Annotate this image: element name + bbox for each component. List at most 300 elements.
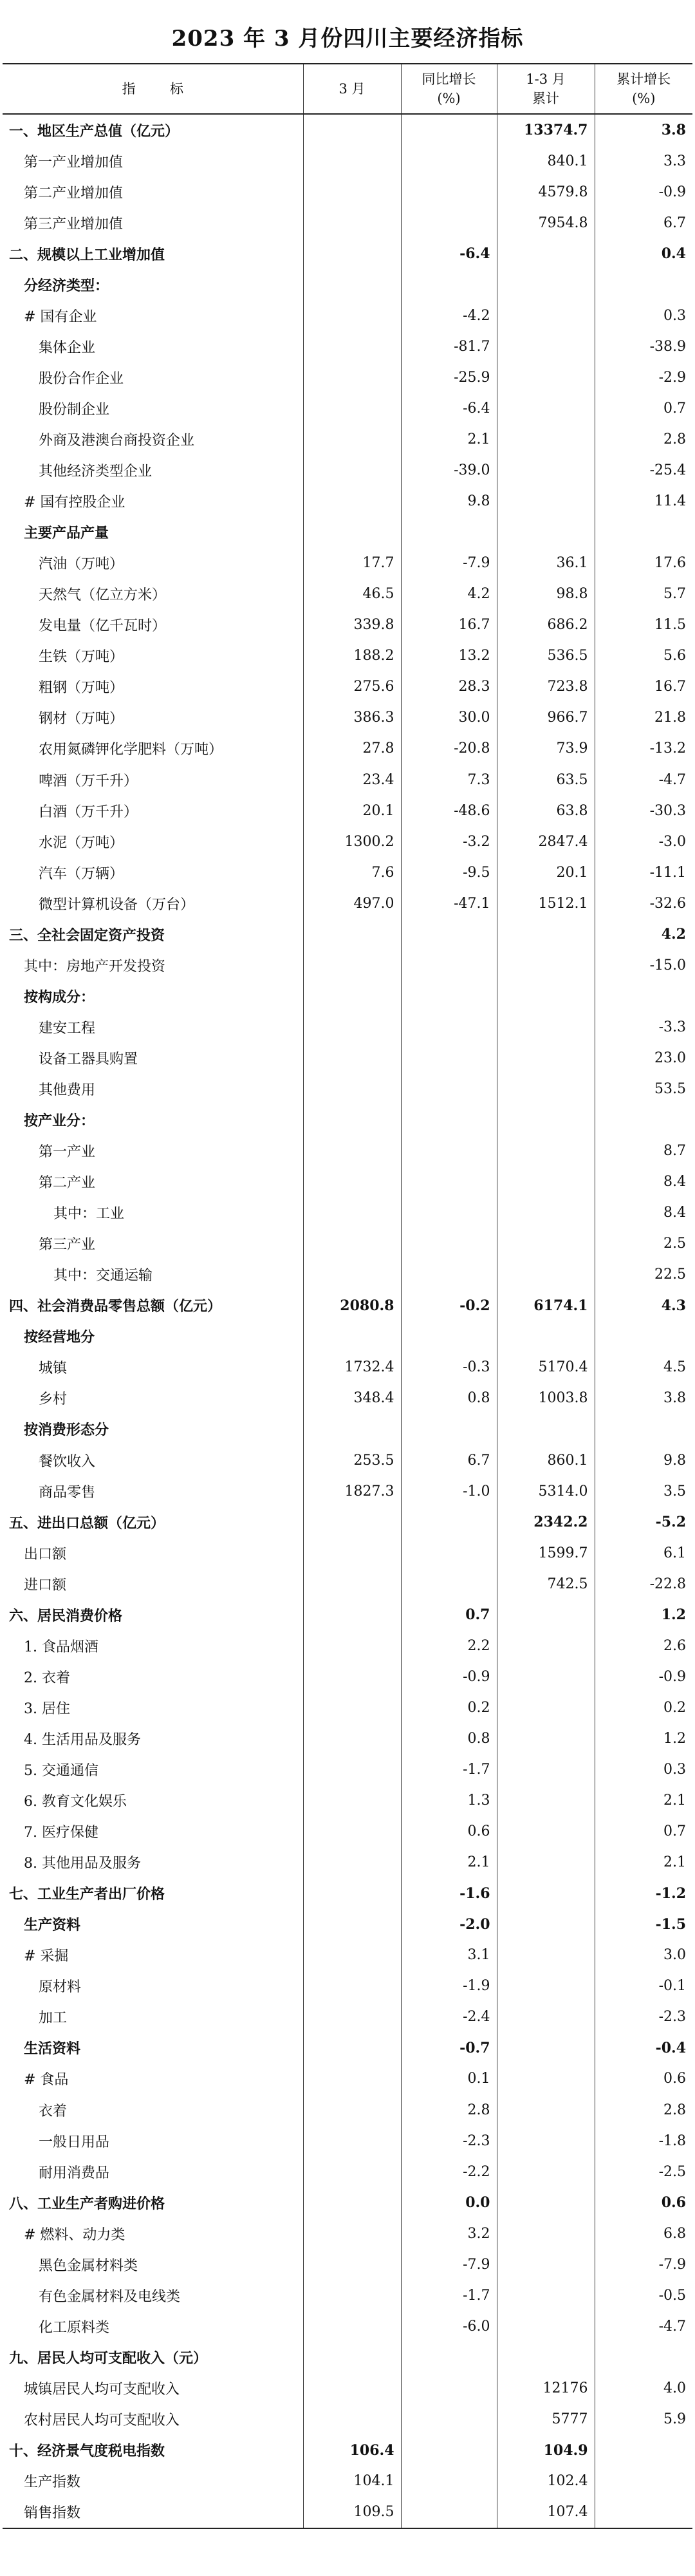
row-month: [303, 362, 401, 393]
row-month: [303, 1105, 401, 1136]
row-cum: [497, 950, 595, 981]
row-cumgrowth: -0.9: [595, 1661, 692, 1692]
row-label: 其他经济类型企业: [3, 455, 303, 486]
row-label: 城镇居民人均可支配收入: [3, 2373, 303, 2403]
row-cum: [497, 1136, 595, 1167]
row-cum: [497, 919, 595, 950]
row-cum: [497, 517, 595, 548]
table-row: [3, 486, 692, 517]
row-cum: [497, 1847, 595, 1878]
header-cum: [497, 64, 595, 114]
row-cumgrowth: 4.0: [595, 2373, 692, 2403]
row-month: 253.5: [303, 1445, 401, 1476]
table-row: [3, 2466, 692, 2497]
table-row: [3, 1723, 692, 1754]
row-month: [303, 2373, 401, 2403]
row-month: [303, 1167, 401, 1198]
row-cum: [497, 2002, 595, 2033]
table-row: [3, 207, 692, 238]
row-month: [303, 1909, 401, 1940]
row-month: [303, 1878, 401, 1909]
row-label: 股份制企业: [3, 393, 303, 424]
row-cumgrowth: [595, 2497, 692, 2528]
row-yoy: 28.3: [401, 672, 497, 702]
row-yoy: -0.3: [401, 1352, 497, 1383]
row-label: 其中：工业: [3, 1198, 303, 1228]
row-cumgrowth: 6.7: [595, 207, 692, 238]
header-yoy: [401, 64, 497, 114]
row-cumgrowth: -7.9: [595, 2249, 692, 2280]
row-cum: 102.4: [497, 2466, 595, 2497]
page-title: 2023 年 3 月份四川主要经济指标: [171, 26, 524, 52]
row-label: 生产指数: [3, 2466, 303, 2497]
row-month: [303, 1321, 401, 1352]
row-label: 第二产业增加值: [3, 176, 303, 207]
row-cumgrowth: -5.2: [595, 1507, 692, 1537]
row-cum: 36.1: [497, 548, 595, 579]
row-month: 106.4: [303, 2435, 401, 2466]
row-yoy: 0.8: [401, 1383, 497, 1414]
row-yoy: 2.8: [401, 2094, 497, 2125]
row-yoy: [401, 950, 497, 981]
table-row: [3, 2125, 692, 2156]
row-cum: [497, 1414, 595, 1445]
row-cumgrowth: -0.5: [595, 2280, 692, 2311]
table-row: [3, 1661, 692, 1692]
row-month: [303, 238, 401, 269]
row-cum: [497, 455, 595, 486]
table-row: [3, 610, 692, 641]
row-yoy: 0.1: [401, 2064, 497, 2094]
table-row: [3, 300, 692, 331]
row-label: 4. 生活用品及服务: [3, 1723, 303, 1754]
row-cumgrowth: 0.6: [595, 2187, 692, 2218]
row-label: # 采掘: [3, 1940, 303, 1971]
row-month: [303, 424, 401, 455]
row-cumgrowth: [595, 2342, 692, 2373]
row-cumgrowth: -30.3: [595, 795, 692, 826]
row-month: [303, 1847, 401, 1878]
row-cum: [497, 1321, 595, 1352]
row-month: 497.0: [303, 888, 401, 919]
row-yoy: [401, 1198, 497, 1228]
row-cum: [497, 1878, 595, 1909]
row-yoy: -2.3: [401, 2125, 497, 2156]
row-cum: [497, 1754, 595, 1785]
row-month: 23.4: [303, 764, 401, 795]
row-cum: [497, 1105, 595, 1136]
row-cum: 2342.2: [497, 1507, 595, 1537]
table-row: [3, 2033, 692, 2064]
row-cum: 1599.7: [497, 1537, 595, 1568]
row-cum: [497, 1011, 595, 1042]
row-month: [303, 2311, 401, 2342]
row-label: 啤酒（万千升）: [3, 764, 303, 795]
row-month: [303, 176, 401, 207]
row-cum: [497, 1073, 595, 1104]
row-cumgrowth: 11.5: [595, 610, 692, 641]
row-cum: 1512.1: [497, 888, 595, 919]
row-cum: 107.4: [497, 2497, 595, 2528]
row-month: 46.5: [303, 579, 401, 610]
row-cumgrowth: 3.8: [595, 114, 692, 146]
row-yoy: -1.7: [401, 2280, 497, 2311]
row-cumgrowth: 2.5: [595, 1228, 692, 1259]
row-cumgrowth: -2.5: [595, 2156, 692, 2187]
row-yoy: -39.0: [401, 455, 497, 486]
row-cumgrowth: 5.9: [595, 2403, 692, 2434]
row-cum: 6174.1: [497, 1290, 595, 1321]
table-row: [3, 238, 692, 269]
row-label: 5. 交通通信: [3, 1754, 303, 1785]
row-month: [303, 1136, 401, 1167]
table-row: [3, 176, 692, 207]
table-row: [3, 1042, 692, 1073]
row-label: 其他费用: [3, 1073, 303, 1104]
row-cumgrowth: 3.0: [595, 1940, 692, 1971]
row-month: [303, 1537, 401, 1568]
table-row: [3, 2342, 692, 2373]
row-cum: 5314.0: [497, 1476, 595, 1507]
row-yoy: [401, 1042, 497, 1073]
row-cum: [497, 2342, 595, 2373]
row-yoy: 0.6: [401, 1816, 497, 1847]
row-label: 生产资料: [3, 1909, 303, 1940]
row-cum: [497, 300, 595, 331]
row-month: [303, 269, 401, 300]
table-row: [3, 1167, 692, 1198]
row-label: 销售指数: [3, 2497, 303, 2528]
row-cum: [497, 1259, 595, 1290]
row-yoy: [401, 2497, 497, 2528]
table-row: [3, 1909, 692, 1940]
table-row: [3, 702, 692, 733]
table-row: [3, 2403, 692, 2434]
row-yoy: -6.4: [401, 238, 497, 269]
row-cumgrowth: -3.0: [595, 826, 692, 857]
row-label: 6. 教育文化娱乐: [3, 1785, 303, 1816]
row-cum: [497, 981, 595, 1011]
row-label: 黑色金属材料类: [3, 2249, 303, 2280]
row-month: 1732.4: [303, 1352, 401, 1383]
row-yoy: -20.8: [401, 733, 497, 764]
row-yoy: -2.4: [401, 2002, 497, 2033]
row-label: # 食品: [3, 2064, 303, 2094]
row-label: 其中：房地产开发投资: [3, 950, 303, 981]
row-yoy: 16.7: [401, 610, 497, 641]
row-label: 第一产业增加值: [3, 146, 303, 176]
row-month: [303, 1940, 401, 1971]
row-cumgrowth: -3.3: [595, 1011, 692, 1042]
row-month: [303, 2218, 401, 2249]
table-row: [3, 795, 692, 826]
row-cumgrowth: -1.8: [595, 2125, 692, 2156]
row-month: [303, 1754, 401, 1785]
table-row: [3, 1940, 692, 1971]
row-label: 发电量（亿千瓦时）: [3, 610, 303, 641]
row-yoy: [401, 2342, 497, 2373]
table-row: [3, 114, 692, 146]
row-yoy: 0.7: [401, 1599, 497, 1630]
table-row: [3, 579, 692, 610]
header-month: 3 月: [303, 64, 401, 114]
row-label: 白酒（万千升）: [3, 795, 303, 826]
row-yoy: -47.1: [401, 888, 497, 919]
table-row: [3, 1847, 692, 1878]
row-month: [303, 2002, 401, 2033]
row-yoy: -0.7: [401, 2033, 497, 2064]
table-row: [3, 2064, 692, 2094]
row-cumgrowth: [595, 2435, 692, 2466]
row-cumgrowth: 21.8: [595, 702, 692, 733]
row-label: 第一产业: [3, 1136, 303, 1167]
table-row: [3, 2280, 692, 2311]
row-cumgrowth: [595, 1321, 692, 1352]
row-yoy: -1.7: [401, 1754, 497, 1785]
row-label: 乡村: [3, 1383, 303, 1414]
table-row: [3, 1599, 692, 1630]
row-label: 有色金属材料及电线类: [3, 2280, 303, 2311]
table-row: [3, 672, 692, 702]
row-month: [303, 2342, 401, 2373]
row-label: 化工原料类: [3, 2311, 303, 2342]
row-label: 四、社会消费品零售总额（亿元）: [3, 1290, 303, 1321]
table-row: [3, 1414, 692, 1445]
table-row: [3, 1476, 692, 1507]
table-row: [3, 2094, 692, 2125]
header-cumgrowth-line1: 累计增长: [616, 71, 671, 87]
row-yoy: 0.0: [401, 2187, 497, 2218]
row-month: 1827.3: [303, 1476, 401, 1507]
row-yoy: -3.2: [401, 826, 497, 857]
row-cum: 7954.8: [497, 207, 595, 238]
row-cumgrowth: [595, 517, 692, 548]
row-cumgrowth: [595, 2466, 692, 2497]
table-row: [3, 269, 692, 300]
row-yoy: [401, 2435, 497, 2466]
table-row: [3, 2002, 692, 2033]
row-cum: [497, 1940, 595, 1971]
row-cumgrowth: -0.4: [595, 2033, 692, 2064]
row-month: 188.2: [303, 641, 401, 672]
row-cum: [497, 2125, 595, 2156]
row-month: [303, 1228, 401, 1259]
row-month: 17.7: [303, 548, 401, 579]
row-cum: [497, 2187, 595, 2218]
table-row: [3, 146, 692, 176]
row-yoy: 1.3: [401, 1785, 497, 1816]
table-row: [3, 1011, 692, 1042]
table-row: [3, 2435, 692, 2466]
table-row: [3, 1321, 692, 1352]
row-yoy: -1.9: [401, 1971, 497, 2002]
row-month: 104.1: [303, 2466, 401, 2497]
row-month: [303, 1661, 401, 1692]
row-cumgrowth: 0.4: [595, 238, 692, 269]
row-label: 1. 食品烟酒: [3, 1630, 303, 1661]
row-cum: [497, 1042, 595, 1073]
table-row: [3, 2497, 692, 2528]
row-month: [303, 2064, 401, 2094]
row-cumgrowth: -1.5: [595, 1909, 692, 1940]
row-yoy: -6.4: [401, 393, 497, 424]
row-cumgrowth: 8.7: [595, 1136, 692, 1167]
table-row: [3, 919, 692, 950]
row-cumgrowth: 1.2: [595, 1599, 692, 1630]
row-yoy: -7.9: [401, 2249, 497, 2280]
row-cum: [497, 2218, 595, 2249]
row-yoy: [401, 1414, 497, 1445]
row-cumgrowth: 9.8: [595, 1445, 692, 1476]
row-cum: 5777: [497, 2403, 595, 2434]
row-month: [303, 1630, 401, 1661]
row-month: [303, 331, 401, 362]
row-cumgrowth: 4.5: [595, 1352, 692, 1383]
row-cum: [497, 2280, 595, 2311]
table-row: [3, 1878, 692, 1909]
row-label: 十、经济景气度税电指数: [3, 2435, 303, 2466]
row-yoy: -4.2: [401, 300, 497, 331]
table-row: [3, 1228, 692, 1259]
table-row: [3, 1507, 692, 1537]
row-month: 2080.8: [303, 1290, 401, 1321]
row-month: 339.8: [303, 610, 401, 641]
row-month: 348.4: [303, 1383, 401, 1414]
row-cumgrowth: 23.0: [595, 1042, 692, 1073]
row-month: [303, 1692, 401, 1723]
row-cum: [497, 1228, 595, 1259]
row-month: [303, 1507, 401, 1537]
table-row: [3, 733, 692, 764]
indicator-table: [3, 63, 692, 2529]
row-month: [303, 1042, 401, 1073]
table-row: [3, 1816, 692, 1847]
row-label: 耐用消费品: [3, 2156, 303, 2187]
row-yoy: [401, 207, 497, 238]
row-cumgrowth: 8.4: [595, 1198, 692, 1228]
row-cum: [497, 238, 595, 269]
row-month: [303, 2156, 401, 2187]
row-label: 一般日用品: [3, 2125, 303, 2156]
row-cumgrowth: 3.8: [595, 1383, 692, 1414]
row-label: 衣着: [3, 2094, 303, 2125]
table-row: [3, 888, 692, 919]
row-yoy: [401, 146, 497, 176]
table-row: [3, 1785, 692, 1816]
row-cumgrowth: 0.3: [595, 300, 692, 331]
row-month: [303, 1971, 401, 2002]
row-cum: [497, 1816, 595, 1847]
row-cum: [497, 2156, 595, 2187]
row-month: [303, 300, 401, 331]
row-month: [303, 2280, 401, 2311]
table-row: [3, 857, 692, 888]
table-row: [3, 1136, 692, 1167]
row-cum: [497, 2311, 595, 2342]
table-row: [3, 331, 692, 362]
row-month: [303, 2403, 401, 2434]
row-label: 八、工业生产者购进价格: [3, 2187, 303, 2218]
row-cum: 686.2: [497, 610, 595, 641]
row-month: [303, 1785, 401, 1816]
row-cumgrowth: -1.2: [595, 1878, 692, 1909]
row-cum: [497, 269, 595, 300]
row-yoy: [401, 2403, 497, 2434]
row-label: 生活资料: [3, 2033, 303, 2064]
row-label: 集体企业: [3, 331, 303, 362]
row-cum: [497, 2094, 595, 2125]
table-row: [3, 1259, 692, 1290]
row-label: 生铁（万吨）: [3, 641, 303, 672]
row-cumgrowth: 4.3: [595, 1290, 692, 1321]
row-yoy: -7.9: [401, 548, 497, 579]
row-label: 7. 医疗保健: [3, 1816, 303, 1847]
row-yoy: -2.2: [401, 2156, 497, 2187]
row-cumgrowth: 2.8: [595, 2094, 692, 2125]
row-cum: [497, 1785, 595, 1816]
row-yoy: 2.1: [401, 1847, 497, 1878]
row-label: 二、规模以上工业增加值: [3, 238, 303, 269]
row-cumgrowth: [595, 1414, 692, 1445]
row-month: [303, 146, 401, 176]
row-month: [303, 1198, 401, 1228]
row-month: 386.3: [303, 702, 401, 733]
table-row: [3, 1105, 692, 1136]
row-label: # 国有企业: [3, 300, 303, 331]
row-cum: 20.1: [497, 857, 595, 888]
row-yoy: [401, 1105, 497, 1136]
row-label: # 国有控股企业: [3, 486, 303, 517]
table-row: [3, 950, 692, 981]
row-cumgrowth: 6.8: [595, 2218, 692, 2249]
row-label: 五、进出口总额（亿元）: [3, 1507, 303, 1537]
table-row: [3, 2218, 692, 2249]
row-yoy: 3.1: [401, 1940, 497, 1971]
row-yoy: 4.2: [401, 579, 497, 610]
table-row: [3, 517, 692, 548]
row-label: 按产业分：: [3, 1105, 303, 1136]
row-yoy: [401, 114, 497, 146]
table-row: [3, 981, 692, 1011]
row-cumgrowth: -11.1: [595, 857, 692, 888]
row-cum: 63.5: [497, 764, 595, 795]
table-row: [3, 1568, 692, 1599]
table-row: [3, 548, 692, 579]
table-row: [3, 2156, 692, 2187]
row-yoy: [401, 176, 497, 207]
row-label: 农村居民人均可支配收入: [3, 2403, 303, 2434]
row-cum: [497, 362, 595, 393]
row-cum: [497, 486, 595, 517]
row-yoy: [401, 1228, 497, 1259]
table-row: [3, 1971, 692, 2002]
row-cumgrowth: 17.6: [595, 548, 692, 579]
table-row: [3, 455, 692, 486]
row-yoy: 30.0: [401, 702, 497, 733]
row-label: 第三产业增加值: [3, 207, 303, 238]
row-yoy: 6.7: [401, 1445, 497, 1476]
row-yoy: 2.2: [401, 1630, 497, 1661]
row-yoy: -0.2: [401, 1290, 497, 1321]
row-month: [303, 1816, 401, 1847]
row-label: 汽车（万辆）: [3, 857, 303, 888]
table-row: [3, 1445, 692, 1476]
row-cumgrowth: 1.2: [595, 1723, 692, 1754]
table-header: [3, 64, 692, 114]
table-row: [3, 1290, 692, 1321]
row-month: [303, 1723, 401, 1754]
row-label: 加工: [3, 2002, 303, 2033]
